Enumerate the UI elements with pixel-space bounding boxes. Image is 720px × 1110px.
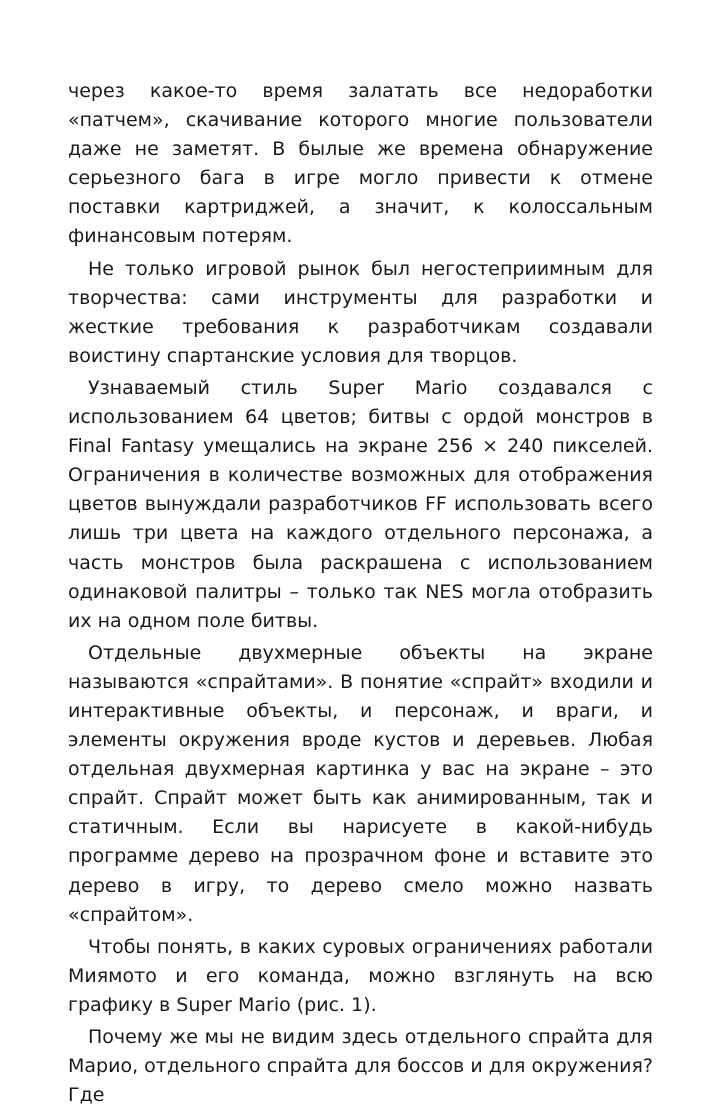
paragraph-3: Узнаваемый стиль Super Mario создавался с использованием 64 цветов; битвы с ордой монстров в Final Fantasy умещались на экране 256 × 240 пикселей. Ограничения в количестве возможных для отображения цветов вынуждали разработчиков FF использовать всего лишь три цвета на каждого отдельного персонажа, а часть монстров была раскрашена с использованием одинаковой палитры – только так NES могла отобразить их на одном поле битвы.	[68, 376, 653, 632]
paragraph-6: Почему же мы не видим здесь отдельного спрайта для Марио, отдельного спрайта для боссов и для окружения? Где	[68, 1026, 653, 1107]
paragraph-1: через какое-то время залатать все недоработки «патчем», скачивание которого многие пользователи даже не заметят. В былые же времена обнаружение серьезного бага в игре могло привести к отмене поставки картриджей, а значит, к колоссальным финансовым потерям.	[68, 80, 653, 248]
paragraph-5: Чтобы понять, в каких суровых ограничениях работали Миямото и его команда, можно взглянуть на всю графику в Super Mario (рис. 1).	[68, 935, 653, 1016]
page-body	[68, 77, 653, 1110]
paragraph-2: Не только игровой рынок был негостеприимным для творчества: сами инструменты для разработки и жесткие требования к разработчикам создавали воистину спартанские условия для творцов.	[68, 257, 653, 367]
paragraph-4: Отдельные двухмерные объекты на экране называются «спрайтами». В понятие «спрайт» входили и интерактивные объекты, и персонаж, и враги, и элементы окружения вроде кустов и деревьев. Любая отдельная двухмерная картинка у вас на экране – это спрайт. Спрайт может быть как анимированным, так и статичным. Если вы нарисуете в какой-нибудь программе дерево на прозрачном фоне и вставите это дерево в игру, то дерево смело можно назвать «спрайтом».	[68, 641, 653, 926]
